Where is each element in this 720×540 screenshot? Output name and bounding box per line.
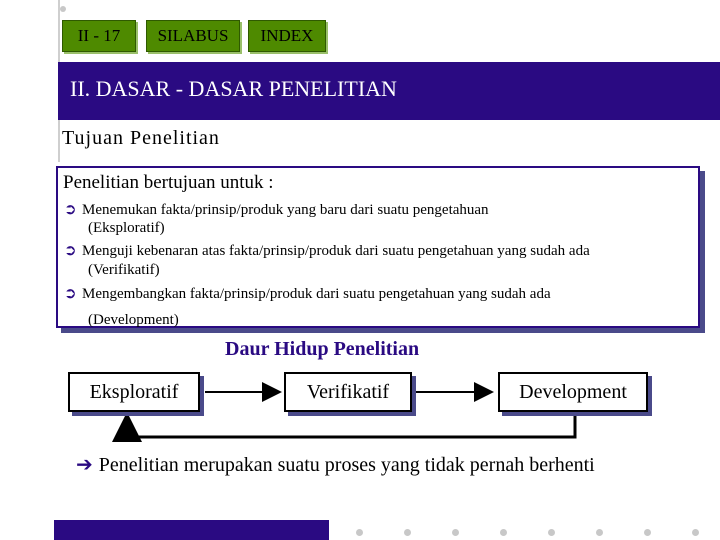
conclusion-text: Penelitian merupakan suatu proses yang tidak pernah berhenti [98, 454, 595, 476]
feedback-loop-line [127, 412, 575, 437]
conclusion-line [76, 452, 595, 477]
stage-box-eksploratif: Eksploratif [68, 372, 200, 412]
footer-bar [54, 520, 329, 540]
footer-dot [644, 529, 651, 536]
objectives-panel [56, 166, 700, 328]
footer-dot [452, 529, 459, 536]
footer-dot [596, 529, 603, 536]
objective-text: Menemukan fakta/prinsip/produk yang baru dari suatu pengetahuan [82, 202, 489, 218]
footer-dot [548, 529, 555, 536]
objective-item [64, 200, 489, 219]
decor-dot [60, 6, 66, 12]
footer-dot [692, 529, 699, 536]
objective-category: (Eksploratif) [88, 220, 165, 236]
stage-box-verifikatif: Verifikatif [284, 372, 412, 412]
arrow-right-icon: ➔ [76, 452, 93, 476]
arrow-right-icon: ➲ [64, 241, 77, 259]
footer-dot [404, 529, 411, 536]
index-button[interactable]: INDEX [248, 20, 326, 52]
panel-intro: Penelitian bertujuan untuk : [63, 172, 274, 193]
title-bar [58, 62, 720, 120]
objective-item [64, 241, 590, 260]
stage-box-development: Development [498, 372, 648, 412]
page-title: II. DASAR - DASAR PENELITIAN [70, 76, 397, 101]
footer-dot [356, 529, 363, 536]
footer-dot [500, 529, 507, 536]
objective-text: Menguji kebenaran atas fakta/prinsip/produk dari suatu pengetahuan yang sudah ada [82, 243, 590, 259]
silabus-button[interactable]: SILABUS [146, 20, 240, 52]
section-subtitle: Tujuan Penelitian [62, 127, 220, 149]
objective-category: (Verifikatif) [88, 262, 160, 278]
cycle-title: Daur Hidup Penelitian [225, 338, 420, 360]
arrow-right-icon: ➲ [64, 200, 77, 218]
arrow-right-icon: ➲ [64, 284, 77, 302]
objective-category: (Development) [88, 312, 179, 328]
objective-text: Mengembangkan fakta/prinsip/produk dari suatu pengetahuan yang sudah ada [82, 286, 551, 302]
slide-number-button[interactable]: II - 17 [62, 20, 136, 52]
objective-item [64, 284, 551, 303]
